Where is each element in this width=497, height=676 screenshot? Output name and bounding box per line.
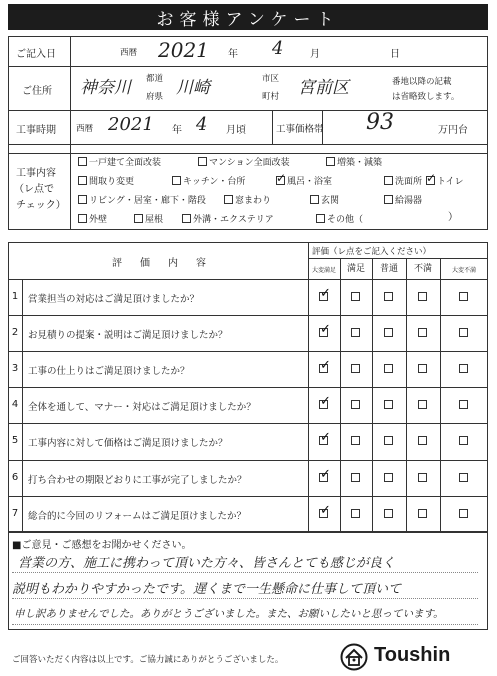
question-number: 4 — [11, 399, 19, 411]
rating-checkbox[interactable] — [384, 400, 393, 409]
year-value: 2021 — [158, 38, 209, 62]
work-option[interactable] — [384, 174, 422, 187]
address-label: ご住所 — [22, 86, 52, 97]
checkbox[interactable] — [78, 176, 87, 185]
check-mark-icon: ✓ — [320, 358, 331, 374]
brand-name: Toushin — [374, 644, 451, 666]
work-option[interactable] — [78, 193, 206, 206]
period-era: 西暦 — [76, 124, 94, 134]
checkbox[interactable] — [78, 157, 87, 166]
rating-column-header: 大変不満 — [451, 267, 476, 274]
rating-checkbox[interactable] — [418, 436, 427, 445]
rating-checkbox[interactable] — [384, 292, 393, 301]
rating-checkbox[interactable] — [384, 364, 393, 373]
checkbox[interactable] — [384, 195, 393, 204]
question-text: 営業担当の対応はご満足頂けましたか？ — [28, 294, 200, 305]
check-mark-icon: ✓ — [320, 430, 331, 446]
check-mark-icon: ✓ — [320, 466, 331, 482]
question-number: 5 — [11, 435, 19, 447]
rating-checkbox[interactable] — [418, 292, 427, 301]
rating-header-right: 評価（レ点をご記入ください） — [312, 247, 432, 257]
checkbox[interactable] — [172, 176, 181, 185]
work-option-label: 窓まわり — [235, 196, 272, 206]
work-label-2: （レ点で — [14, 184, 54, 195]
address-note-2: は省略致します。 — [392, 92, 460, 102]
rating-column-header: 普通 — [379, 264, 398, 274]
work-option-label: 玄関 — [321, 196, 340, 206]
checkbox[interactable] — [276, 171, 287, 185]
question-number: 3 — [11, 363, 19, 375]
work-option-label: リビング・居室・廊下・階段 — [89, 196, 206, 206]
work-option[interactable] — [78, 155, 161, 168]
price-unit: 万円台 — [438, 125, 468, 136]
work-option[interactable] — [316, 212, 363, 225]
city-value: 川崎 — [176, 78, 210, 98]
work-option[interactable] — [310, 193, 339, 206]
question-text: 工事の仕上りはご満足頂けましたか？ — [28, 366, 190, 378]
checkbox[interactable] — [182, 214, 191, 223]
question-text: 工事内容に対して価格はご満足頂けましたか？ — [28, 438, 228, 450]
work-option[interactable] — [198, 155, 290, 168]
comment-line-2: 説明もわかりやすかったです。遅くまで一生懸命に仕事して頂いて — [12, 582, 401, 597]
rating-checkbox[interactable] — [459, 400, 468, 409]
page-title: お客様アンケート — [8, 4, 488, 30]
checkbox[interactable] — [134, 214, 143, 223]
date-label: ご記入日 — [16, 49, 56, 60]
rating-column-header: 大変満足 — [311, 267, 336, 274]
work-option[interactable] — [78, 174, 134, 187]
work-option-label: 外壁 — [89, 215, 108, 225]
rating-column-header: 満足 — [346, 264, 365, 274]
work-option[interactable] — [172, 174, 245, 187]
rating-checkbox[interactable] — [459, 364, 468, 373]
work-option-label: マンション全面改装 — [209, 158, 290, 168]
work-option-label: 風呂・浴室 — [287, 177, 333, 187]
work-label-1: 工事内容 — [16, 168, 56, 179]
footer-note: ご回答いただく内容は以上です。ご協力誠にありがとうございました。 — [12, 655, 284, 665]
rating-checkbox[interactable] — [459, 328, 468, 337]
checkbox[interactable] — [316, 214, 325, 223]
period-year-unit: 年 — [172, 125, 182, 136]
work-option-label: 一戸建て全面改装 — [89, 158, 162, 168]
period-month-unit: 月頃 — [226, 125, 246, 136]
rating-checkbox[interactable] — [418, 364, 427, 373]
work-option[interactable] — [182, 212, 274, 225]
work-option-label: 洗面所 — [395, 177, 423, 187]
month-unit: 月 — [310, 49, 320, 60]
era-label: 西暦 — [120, 48, 138, 58]
question-number: 2 — [11, 327, 19, 339]
check-mark-icon: ✓ — [276, 171, 287, 185]
city-suffix-bottom: 町村 — [262, 92, 280, 102]
period-month-value: 4 — [196, 114, 208, 135]
work-option-label: 外溝・エクステリア — [193, 215, 274, 225]
rating-checkbox[interactable] — [351, 436, 360, 445]
price-label: 工事価格帯 — [276, 124, 324, 135]
rating-checkbox[interactable] — [351, 364, 360, 373]
city-suffix-top: 市区 — [262, 74, 280, 84]
check-mark-icon: ✓ — [320, 502, 331, 518]
work-option-label: 屋根 — [145, 215, 164, 225]
year-unit: 年 — [228, 49, 238, 60]
rating-checkbox[interactable] — [418, 509, 427, 518]
rating-checkbox[interactable] — [351, 292, 360, 301]
work-option[interactable] — [326, 155, 382, 168]
check-mark-icon: ✓ — [426, 171, 437, 185]
checkbox[interactable] — [326, 157, 335, 166]
check-mark-icon: ✓ — [320, 322, 331, 338]
check-mark-icon: ✓ — [320, 394, 331, 410]
rating-checkbox[interactable] — [384, 509, 393, 518]
other-close: ） — [448, 212, 458, 223]
rating-checkbox[interactable] — [459, 292, 468, 301]
rating-column-header: 不満 — [413, 264, 432, 274]
checkbox[interactable] — [310, 195, 319, 204]
checkbox[interactable] — [426, 171, 437, 185]
check-mark-icon: ✓ — [320, 286, 331, 301]
comment-line-3: 申し訳ありませんでした。ありがとうございました。また、お願いしたいと思っています。 — [14, 608, 444, 620]
work-option-label: 給湯器 — [395, 196, 423, 206]
price-value: 93 — [366, 110, 394, 135]
work-label-3: チェック） — [16, 200, 66, 211]
work-option[interactable] — [134, 212, 163, 225]
work-option-label: 間取り変更 — [89, 177, 135, 187]
question-number: 6 — [11, 471, 19, 483]
period-year-value: 2021 — [108, 114, 154, 135]
rating-checkbox[interactable] — [384, 436, 393, 445]
period-label: 工事時期 — [16, 125, 56, 136]
work-option[interactable] — [426, 171, 464, 187]
work-option[interactable] — [224, 193, 271, 206]
question-text: 全体を通して、マナー・対応はご満足頂けましたか？ — [28, 402, 256, 414]
work-option-label: トイレ — [437, 177, 464, 187]
question-text: お見積りの提案・説明はご満足頂けましたか？ — [28, 330, 228, 342]
pref-suffix-bottom: 府県 — [146, 92, 164, 102]
rating-checkbox[interactable] — [418, 473, 427, 482]
brand-logo — [340, 642, 490, 672]
question-number: 7 — [11, 507, 19, 519]
work-option[interactable] — [276, 171, 333, 187]
rating-header-left: 評 価 内 容 — [112, 258, 210, 269]
work-option-label: キッチン・台所 — [183, 177, 246, 187]
house-logo-icon — [340, 643, 368, 671]
rating-checkbox[interactable] — [384, 473, 393, 482]
checkbox[interactable] — [198, 157, 207, 166]
rating-checkbox[interactable] — [351, 328, 360, 337]
question-text: 総合的に今回のリフォームはご満足頂けましたか？ — [28, 510, 247, 522]
checkbox[interactable] — [78, 195, 87, 204]
rating-checkbox[interactable] — [418, 328, 427, 337]
work-option-label: その他（ — [327, 215, 364, 225]
question-text: 打ち合わせの期限どおりに工事が完了しましたか？ — [28, 474, 247, 486]
work-option-label: 増築・減築 — [337, 158, 383, 168]
pref-suffix-top: 都道 — [146, 74, 164, 84]
rating-checkbox[interactable] — [351, 473, 360, 482]
rating-checkbox[interactable] — [459, 473, 468, 482]
checkbox[interactable] — [78, 214, 87, 223]
comment-label: ■ご意見・ご感想をお聞かせください。 — [12, 540, 192, 551]
rating-checkbox[interactable] — [459, 509, 468, 518]
work-option[interactable] — [384, 193, 422, 206]
checkbox[interactable] — [384, 176, 393, 185]
month-value: 4 — [272, 38, 284, 59]
address-note-1: 番地以降の記載 — [392, 77, 452, 87]
checkbox[interactable] — [224, 195, 233, 204]
district-value: 宮前区 — [298, 78, 349, 98]
prefecture-value: 神奈川 — [80, 78, 131, 98]
work-option[interactable] — [78, 212, 107, 225]
rating-checkbox[interactable] — [459, 436, 468, 445]
day-unit: 日 — [390, 49, 400, 60]
rating-checkbox[interactable] — [351, 400, 360, 409]
rating-checkbox[interactable] — [384, 328, 393, 337]
rating-checkbox[interactable] — [351, 509, 360, 518]
comment-line-1: 営業の方、施工に携わって頂いた方々、皆さんとても感じが良く — [18, 556, 395, 571]
rating-checkbox[interactable] — [418, 400, 427, 409]
question-number: 1 — [11, 291, 19, 302]
